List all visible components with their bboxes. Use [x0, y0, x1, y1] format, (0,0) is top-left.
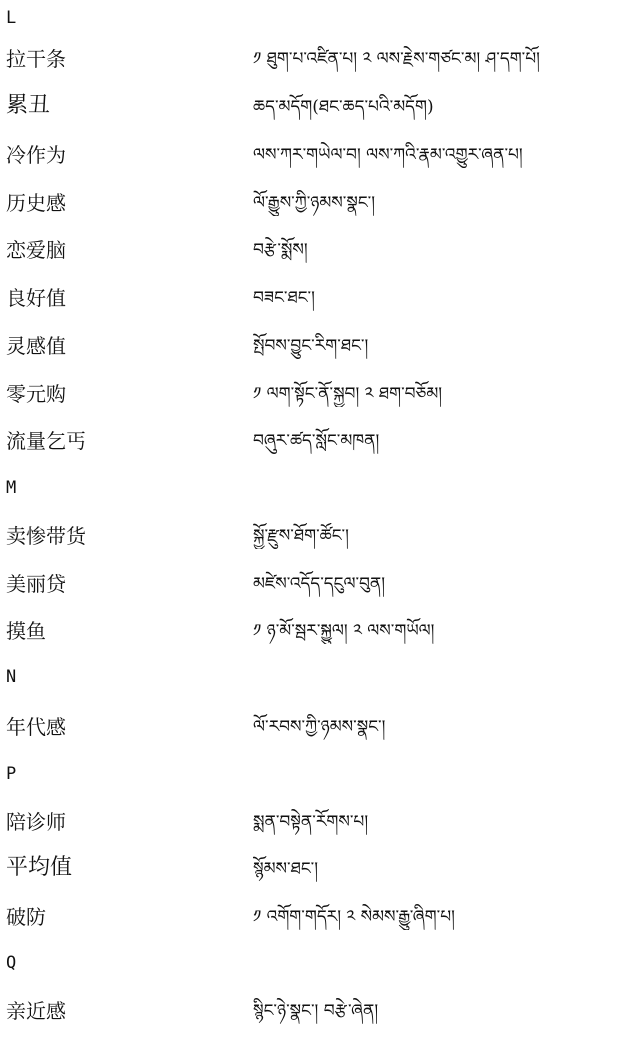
chinese-term: 年代感 — [6, 715, 66, 739]
tibetan-translation: བཞུར་ཚད་སློང་མཁན། — [253, 431, 380, 451]
glossary-entry — [0, 708, 621, 756]
chinese-term: 美丽贷 — [6, 572, 66, 596]
glossary-entry — [0, 136, 621, 184]
glossary-entry — [0, 375, 621, 423]
glossary-entry — [0, 565, 621, 613]
chinese-term: 历史感 — [6, 191, 66, 215]
glossary-entry — [0, 850, 621, 898]
glossary-entry — [0, 231, 621, 279]
section-letter: Q — [6, 953, 17, 973]
tibetan-translation: སྙིང་ཉེ་སྣང་། བརྩེ་ཞེན། — [253, 1001, 379, 1021]
section-letter: P — [6, 764, 17, 784]
section-heading — [0, 659, 621, 707]
glossary-entry — [0, 279, 621, 327]
glossary-entry — [0, 992, 621, 1040]
glossary-entry — [0, 803, 621, 851]
tibetan-translation: སྙོམས་ཐང་། — [253, 859, 319, 879]
tibetan-translation: ལོ་རྒྱུས་ཀྱི་ཉམས་སྣང་། — [253, 193, 375, 213]
chinese-term: 零元购 — [6, 382, 66, 406]
chinese-term: 摸鱼 — [6, 619, 46, 643]
chinese-term: 破防 — [6, 905, 46, 929]
tibetan-translation: ལས་ཀར་གཡེལ་བ། ལས་ཀའི་རྣམ་འགྱུར་ཞན་པ། — [253, 145, 523, 165]
chinese-term: 良好值 — [6, 286, 66, 310]
chinese-term: 累丑 — [6, 93, 51, 118]
chinese-term: 亲近感 — [6, 999, 66, 1023]
chinese-term: 流量乞丐 — [6, 429, 86, 453]
chinese-term: 恋爱脑 — [6, 238, 66, 262]
section-heading — [0, 470, 621, 518]
section-letter: L — [6, 8, 17, 28]
glossary-entry — [0, 898, 621, 946]
tibetan-translation: སྤོབས་བྱུང་རིག་ཐང་། — [253, 336, 369, 356]
glossary-entry — [0, 184, 621, 232]
tibetan-translation: བརྩེ་སྨོས། — [253, 240, 308, 260]
tibetan-translation: ལོ་རབས་ཀྱི་ཉམས་སྣང་། — [253, 717, 386, 737]
glossary-entry — [0, 422, 621, 470]
glossary-entry — [0, 40, 621, 88]
chinese-term: 灵感值 — [6, 334, 66, 358]
chinese-term: 拉干条 — [6, 47, 66, 71]
tibetan-translation: ༡ འགོག་གདོར། ༢ སེམས་རྒྱུ་ཞིག་པ། — [253, 907, 455, 927]
chinese-term: 冷作为 — [6, 143, 66, 167]
section-heading — [0, 756, 621, 804]
section-heading — [0, 945, 621, 993]
tibetan-translation: སྐྱོ་རྫུས་ཐོག་ཚོང་། — [253, 526, 349, 546]
glossary-entry — [0, 88, 621, 136]
section-letter: N — [6, 667, 17, 687]
glossary-entry — [0, 517, 621, 565]
tibetan-translation: མཛེས་འདོད་དངུལ་བུན། — [253, 574, 386, 594]
glossary-entry — [0, 327, 621, 375]
glossary-entry — [0, 612, 621, 660]
tibetan-translation: ཆད་མདོག(ཐང་ཆད་པའི་མདོག) — [253, 97, 434, 117]
tibetan-translation: ༡ ལག་སྟོང་ནོ་སྐྱབ། ༢ ཐག་བཅོམ། — [253, 384, 443, 404]
tibetan-translation: ༡ ཐུག་པ་འཛིན་པ། ༢ ལས་རྗེས་གཙང་མ། ཤ་དག་པོ། — [253, 49, 540, 69]
section-letter: M — [6, 478, 17, 498]
chinese-term: 陪诊师 — [6, 810, 66, 834]
chinese-term: 卖惨带货 — [6, 524, 86, 548]
tibetan-translation: བཟང་ཐང་། — [253, 288, 315, 308]
tibetan-translation: ༡ ཉ་མོ་སྦར་སྐྱུལ། ༢ ལས་གཡོལ། — [253, 621, 435, 641]
tibetan-translation: སྨན་བསྟེན་རོགས་པ། — [253, 812, 369, 832]
chinese-term: 平均值 — [6, 855, 73, 880]
